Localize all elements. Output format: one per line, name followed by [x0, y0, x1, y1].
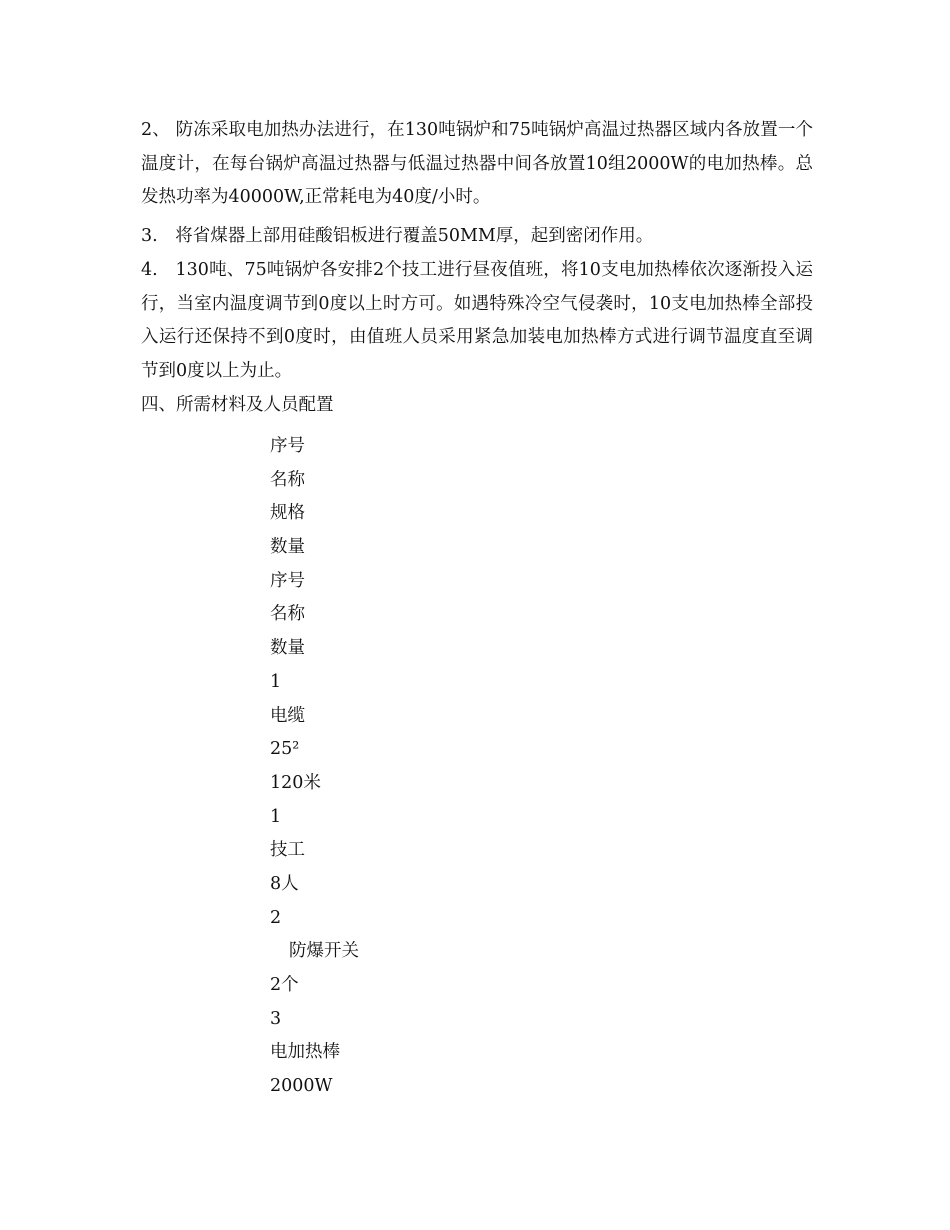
table-cell: 防爆开关	[289, 941, 359, 962]
table-header-cell: 规格	[270, 503, 305, 524]
table-cell: 2	[270, 907, 282, 928]
table-header-cell: 数量	[270, 638, 305, 659]
paragraph-antifreeze-heating: 2、 防冻采取电加热办法进行，在130吨锅炉和75吨锅炉高温过热器区域内各放置一个温度计，在每台锅炉高温过热器与低温过热器中间各放置10组2000W的电加热棒。总发热功率为40000W,正常耗电为40度/小时。	[141, 120, 813, 208]
table-header-cell: 数量	[270, 537, 305, 558]
table-header-cell: 序号	[270, 436, 305, 456]
table-cell: 25²	[270, 739, 300, 760]
table-cell: 8人	[270, 873, 299, 894]
table-cell: 1	[270, 806, 282, 827]
table-cell: 技工	[270, 840, 305, 861]
table-cell: 电加热棒	[270, 1042, 340, 1063]
table-cell: 2个	[270, 975, 299, 995]
table-cell: 电缆	[270, 705, 305, 726]
table-cell: 2000W	[270, 1076, 333, 1097]
section-heading-materials: 四、所需材料及人员配置	[141, 395, 334, 415]
table-cell: 120米	[270, 772, 321, 793]
table-header-cell: 序号	[270, 570, 305, 591]
table-header-cell: 名称	[270, 604, 305, 625]
paragraph-economizer-cover: 3. 将省煤器上部用硅酸铝板进行覆盖50MM厚，起到密闭作用。	[141, 226, 654, 246]
table-cell: 1	[270, 671, 282, 692]
table-header-cell: 名称	[270, 469, 305, 490]
materials-table	[270, 430, 670, 1104]
table-cell: 3	[270, 1008, 282, 1029]
paragraph-duty-shift: 4. 130吨、75吨锅炉各安排2个技工进行昼夜值班，将10支电加热棒依次逐渐投入运行，当室内温度调节到0度以上时方可。如遇特殊冷空气侵袭时，10支电加热棒全部投入运行还保持不到0度时，由值班人员采用紧急加装电加热棒方式进行调节温度直至调节到0度以上为止。	[141, 260, 813, 381]
